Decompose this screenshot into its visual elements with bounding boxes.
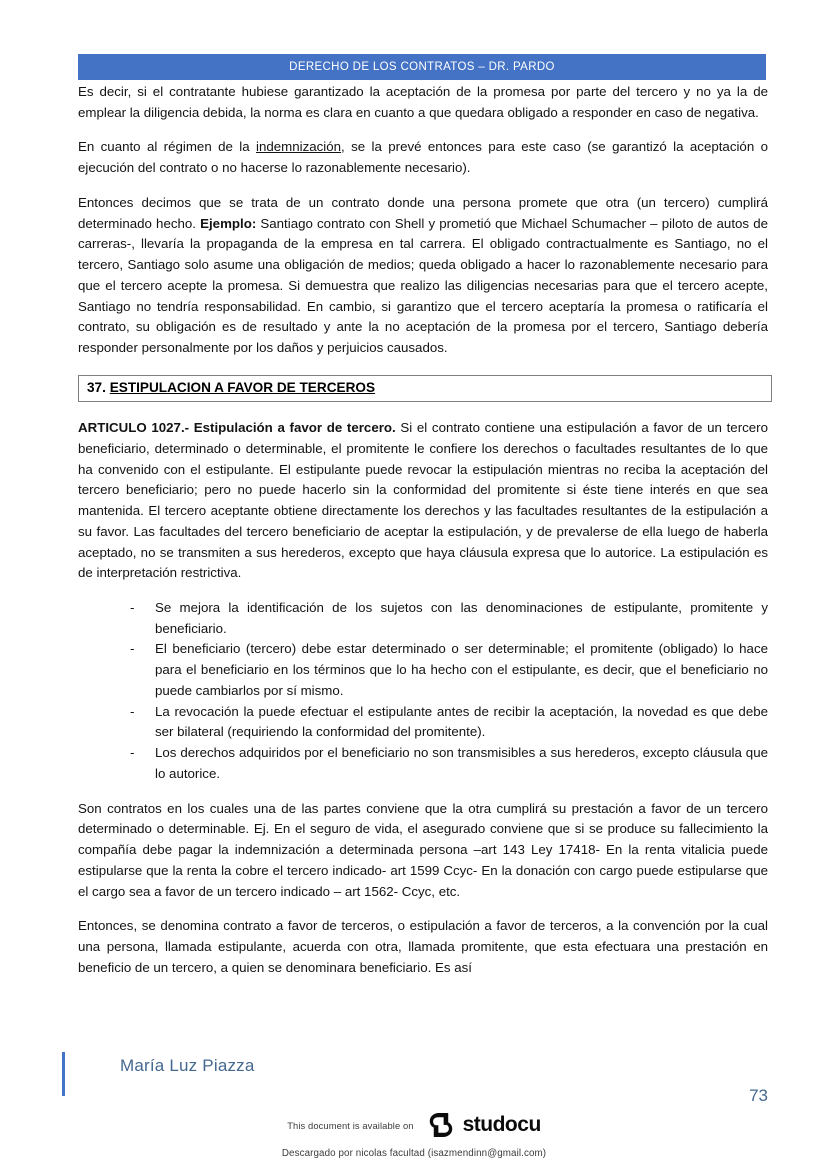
running-header-title: DERECHO DE LOS CONTRATOS – DR. PARDO — [289, 61, 555, 73]
paragraph-6-text: Entonces, se denomina contrato a favor de terceros, o estipulación a favor de terceros, a la convención por la cual una persona, llamada estipulante, acuerda con otra, llamada promitente, que esta efectuara una prestación en beneficio de un tercero, a quien se denominara beneficiario. Es así — [78, 918, 768, 975]
studocu-available-text: This document is available on — [287, 1119, 414, 1131]
paragraph-3-tail: Santiago contrato con Shell y prometió que Michael Schumacher – piloto de autos de carreras-, llevaría la propaganda de la empresa en tal carrera. El obligado contractualmente es Santiago, no el tercero, Santiago solo asume una obligación de medios; queda obligado a hacer lo razonablemente necesario para que el tercero acepte la promesa. Si demuestra que realizo las diligencias necesarias para que el tercero acepte, Santiago no tendría responsabilidad. En cambio, si garantizo que el tercero aceptaría la promesa o ratificaría el contrato, su obligación es de resultado y ante la no aceptación de la promesa por el tercero, Santiago debería responder personalmente por los daños y perjuicios causados. — [78, 215, 768, 356]
paragraph-2-lead: En cuanto al régimen de la — [78, 139, 257, 155]
paragraph-2-tail: , se la prevé entonces para este caso (se garantizó la aceptación o ejecución del contrato o no hacerse lo razonablemente necesario). — [78, 139, 768, 176]
list-item-text: El beneficiario (tercero) debe estar determinado o ser determinable; el promitente (obligado) lo hace para el beneficiario en los términos que lo ha hecho con el estipulante, es decir, que el beneficiario no puede cambiarlos por sí mismo. — [155, 641, 768, 698]
list-item-text: Los derechos adquiridos por el beneficiario no son transmisibles a sus herederos, excepto cláusula que lo autorice. — [155, 745, 768, 781]
paragraph-1 — [78, 82, 768, 123]
document-body — [78, 82, 768, 978]
list-item-text: La revocación la puede efectuar el estipulante antes de recibir la aceptación, la novedad es que debe ser bilateral (requiriendo la conformidad del promitente). — [155, 703, 768, 740]
paragraph-3-lead: Entonces decimos que se trata de un contrato donde una persona promete que otra (un tercero) cumplirá determinado hecho. — [78, 194, 768, 231]
section-number: 37. — [87, 379, 110, 395]
list-item — [78, 743, 768, 784]
article-label: ARTICULO 1027.- Estipulación a favor de tercero. — [78, 420, 396, 436]
list-item — [78, 702, 768, 743]
paragraph-5-text: Son contratos en los cuales una de las partes conviene que la otra cumplirá su prestación a favor de un tercero determinado o determinable. Ej. En el seguro de vida, el asegurado conviene que si se produce su fallecimiento la compañía debe pagar la indemnización a determinada persona –art 143 Ley 17418- En la renta vitalicia puede estipularse que la renta la cobre el tercero indicado- art 1599 Ccyc- En la donación con cargo puede estipularse que el cargo sea a favor de un tercero indicado – art 1562- Ccyc, etc. — [78, 800, 768, 899]
dash-marker-icon: - — [130, 641, 135, 657]
example-label: Ejemplo: — [200, 215, 257, 231]
paragraph-6 — [78, 916, 768, 978]
underlined-term-indemnizacion: indemnización — [256, 139, 342, 155]
paragraph-1-text: Es decir, si el contratante hubiese garantizado la aceptación de la promesa por parte del tercero y no ya la de emplear la diligencia debida, la norma es clara en cuanto a que quedara obligado a responder en caso de negativa. — [78, 84, 768, 120]
footer-signature-block — [62, 1050, 768, 1112]
dash-bullet-list — [78, 598, 768, 785]
paragraph-2 — [78, 137, 768, 178]
article-body: Si el contrato contiene una estipulación a favor de un tercero beneficiario, determinado o determinable, el promitente le confiere los derechos o facultades resultantes de lo que ha convenido con el estipulante. El estipulante puede revocar la estipulación mientras no reciba la aceptación del tercero beneficiario; pero no puede hacerlo sin la conformidad del promitente si éste tiene interés en que sea mantenida. El tercero aceptante obtiene directamente los derechos y las facultades resultantes de la estipulación a su favor. Las facultades del tercero beneficiario de aceptar la estipulación, y de prevalerse de ella luego de haberla aceptado, no se transmiten a sus herederos, excepto que haya cláusula expresa que lo autorice. La estipulación es de interpretación restrictiva. — [78, 420, 768, 581]
list-item — [78, 639, 768, 701]
paragraph-3 — [78, 193, 768, 359]
studocu-wordmark: studocu — [462, 1113, 541, 1136]
paragraph-article-1027 — [78, 418, 768, 584]
studocu-download-info: Descargado por nicolas facultad (isazmendinn@gmail.com) — [281, 1148, 547, 1159]
running-header-band — [78, 54, 766, 80]
list-item-text: Se mejora la identificación de los sujetos con las denominaciones de estipulante, promitente y beneficiario. — [155, 600, 768, 636]
list-item — [78, 598, 768, 639]
page-number: 73 — [749, 1086, 768, 1105]
dash-marker-icon: - — [130, 703, 135, 719]
studocu-logo — [426, 1110, 541, 1140]
paragraph-5 — [78, 799, 768, 903]
studocu-brand-row — [0, 1110, 828, 1140]
dash-marker-icon: - — [130, 745, 135, 761]
author-signature: María Luz Piazza — [120, 1056, 255, 1075]
section-title: ESTIPULACION A FAVOR DE TERCEROS — [109, 379, 376, 395]
section-heading-text — [87, 380, 763, 396]
studocu-s-mark-icon — [426, 1110, 456, 1140]
studocu-watermark — [0, 1110, 828, 1159]
signature-accent-rule — [62, 1052, 65, 1096]
section-heading-box — [78, 375, 772, 402]
dash-marker-icon: - — [130, 600, 135, 615]
